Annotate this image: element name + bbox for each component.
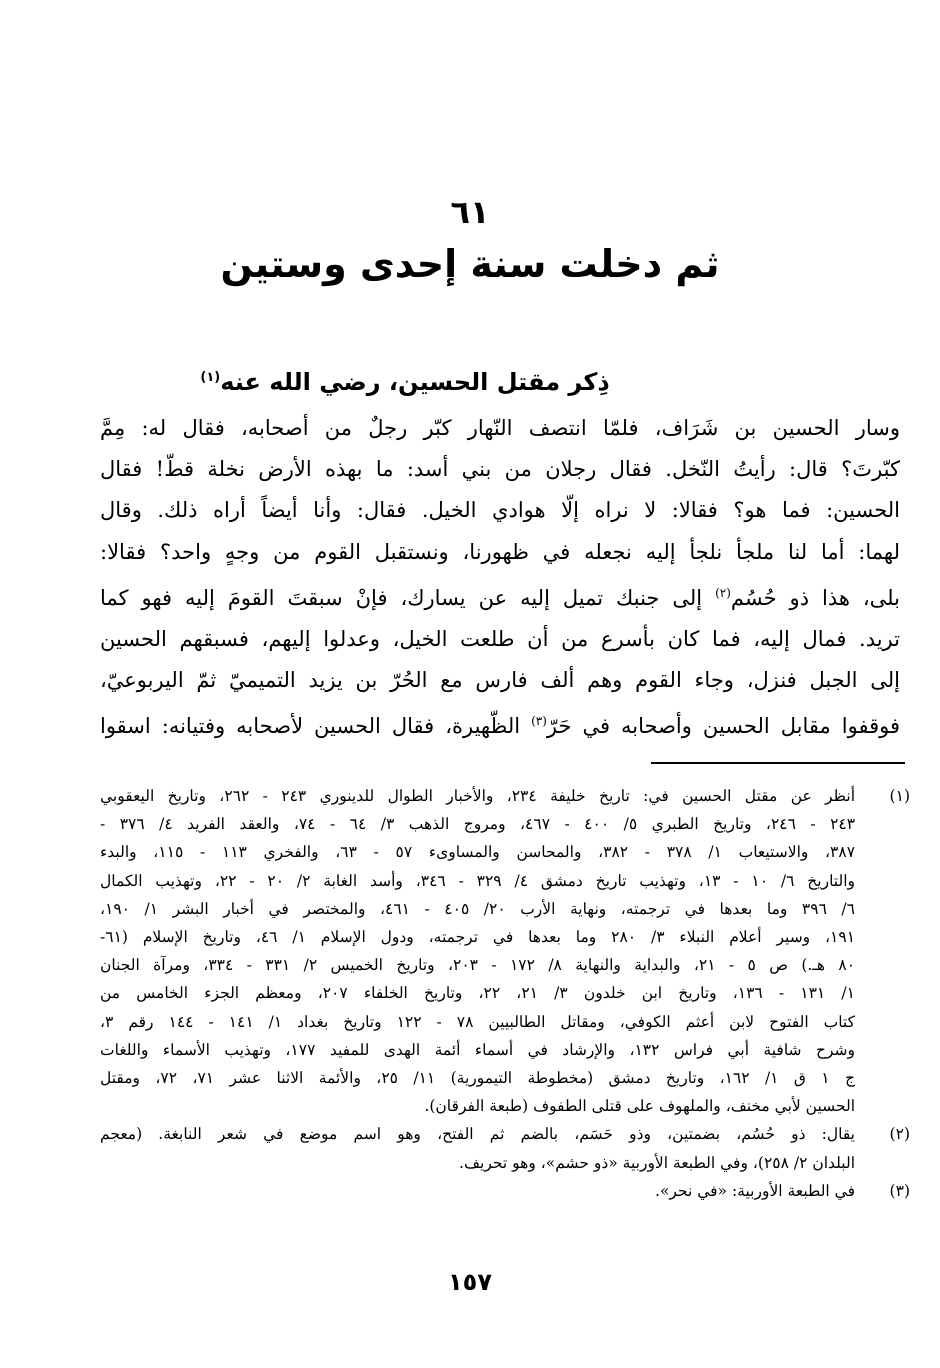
footnote-number: (٢) [889,1125,910,1144]
footnote-line: الحسين لأبي مخنف، والملهوف على قتلى الطفوف (طبعة الفرقان). [424,1097,855,1116]
footnote-line: في الطبعة الأوربية: «في نحر». [655,1181,855,1200]
footnote-ref-3[interactable]: (٣) [531,714,547,729]
footnote-number: (١) [889,787,910,805]
body-line-part: بلى، هذا ذو حُسُم [730,585,900,610]
footnote-divider [651,762,905,764]
body-line: الحسين: فما هو؟ فقالا: لا نراه إلّا هوادي الخيل. فقال: وأنا أيضاً أراه ذلك. وقال [100,498,900,523]
page-number: ١٥٧ [448,1268,492,1296]
footnote-line: وشرح شافية أبي فراس ١٣٢، والإرشاد في أسماء أئمة الهدى للمفيد ١٧٧، وتهذيب الأسماء واللغات [100,1040,855,1059]
body-line-part: إلى جنبك تميل إليه عن يسارك، فإنْ سبقتَ القومَ إليه فهو كما [100,585,716,610]
body-line [100,573,900,619]
footnotes [100,782,910,1205]
footnote-line: ١/ ١٣١ - ١٣٦، وتاريخ ابن خلدون ٣/ ٢١، ٢٢، وتاريخ الخلفاء ٢٠٧، ومعظم الجزء الخامس من [100,984,855,1003]
footnote-line: ج ١ ق ١/ ١٦٢، وتاريخ دمشق (مخطوطة التيمورية) ١١/ ٢٥، والأئمة الاثنا عشر ٧١، ٧٢، ومقتل [100,1069,855,1088]
footnote-number: (٣) [889,1181,910,1200]
footnote-line: ٢٤٣ - ٢٤٦، وتاريخ الطبري ٥/ ٤٠٠ - ٤٦٧، ومروج الذهب ٣/ ٦٤ - ٧٤، والعقد الفريد ٤/ ٣٧٦ - [100,815,856,834]
footnote-line: ١٩١، وسير أعلام النبلاء ٣/ ٢٨٠ وما بعدها في ترجمته، ودول الإسلام ١/ ٤٦، وتاريخ الإسلام (٦١- [100,928,856,947]
body-line: إلى الجبل فنزل، وجاء القوم وهم ألف فارس مع الحُرّ بن يزيد التميميّ ثمّ اليربوعيّ، [100,668,900,693]
footnote-line: ٦/ ٣٩٦ وما بعدها في ترجمته، ونهاية الأرب ٢٠/ ٤٠٥ - ٤٦١، والمختصر في أخبار البشر ١/ ١٩٠، [100,899,855,918]
footnote-line: ٨٠ هـ.) ص ٥ - ٢١، والبداية والنهاية ٨/ ١٧٢ - ٢٠٣، وتاريخ الخميس ٢/ ٣٣١ - ٣٣٤، ومرآة الجنان [100,956,856,975]
footnote-line: يقال: ذو حُسُم، بضمتين، وذو حَسَم، بالضم ثم الفتح، وهو اسم موضع في شعر النابغة. (معجم [100,1125,855,1144]
body-line: وسار الحسين بن شَرَاف، فلمّا انتصف النّهار كبّر رجلٌ من أصحابه، فقال له: مِمَّ [100,416,900,440]
body-line: لهما: أما لنا ملجأ نلجأ إليه نجعله في ظهورنا، ونستقبل القوم من وجهٍ واحد؟ فقالا: [100,539,900,564]
footnote-1 [100,782,910,1120]
body-line [100,701,900,747]
footnote-3 [100,1177,910,1205]
section-heading-text: ذِكر مقتل الحسين، رضي الله عنه [220,368,610,396]
section-heading [110,358,700,402]
body-line: كبّرتَ؟ قال: رأيتُ النّخل. فقال رجلان من بني أسد: ما بهذه الأرض نخلة قطّ! فقال [100,457,900,482]
footnote-ref-1[interactable]: (١) [200,370,221,385]
year-number: ٦١ [450,193,490,231]
footnote-body [100,1177,855,1205]
footnote-ref-2[interactable]: (٢) [715,585,731,600]
footnote-line: ٣٨٧، والاستيعاب ١/ ٣٧٨ - ٣٨٢، والمحاسن والمساوىء ٥٧ - ٦٣، والفخري ١١٣ - ١١٥، والبدء [100,843,856,862]
body-text [100,408,900,748]
body-line-part: فوقفوا مقابل الحسين وأصحابه في حَرّ [546,714,901,739]
body-line-part: الظّهيرة، فقال الحسين لأصحابه وفتيانه: اسقوا [100,714,532,739]
footnote-2 [100,1120,910,1176]
chapter-title: ثم دخلت سنة إحدى وستين [220,242,720,286]
footnote-line: البلدان ٢/ ٢٥٨)، وفي الطبعة الأوربية «ذو حشم»، وهو تحريف. [459,1153,855,1172]
body-line: تريد. فمال إليه، فما كان بأسرع من أن طلعت الخيل، وعدلوا إليهم، فسبقهم الحسين [100,627,900,652]
footnote-body [100,782,855,1120]
footnote-line: كتاب الفتوح لابن أعثم الكوفي، ومقاتل الطالبيين ٧٨ - ١٢٢ وتاريخ بغداد ١/ ١٤١ - ١٤٤ رقم ٣، [100,1012,855,1031]
footnote-body [100,1120,855,1176]
footnote-line: أنظر عن مقتل الحسين في: تاريخ خليفة ٢٣٤، والأخبار الطوال للدينوري ٢٤٣ - ٢٦٢، وتاريخ اليعقوبي [100,787,856,805]
footnote-line: والتاريخ ٦/ ١٠ - ١٣، وتهذيب تاريخ دمشق ٤/ ٣٢٩ - ٣٤٦، وأسد الغابة ٢/ ٢٠ - ٢٢، وتهذيب الكمال [100,871,855,890]
